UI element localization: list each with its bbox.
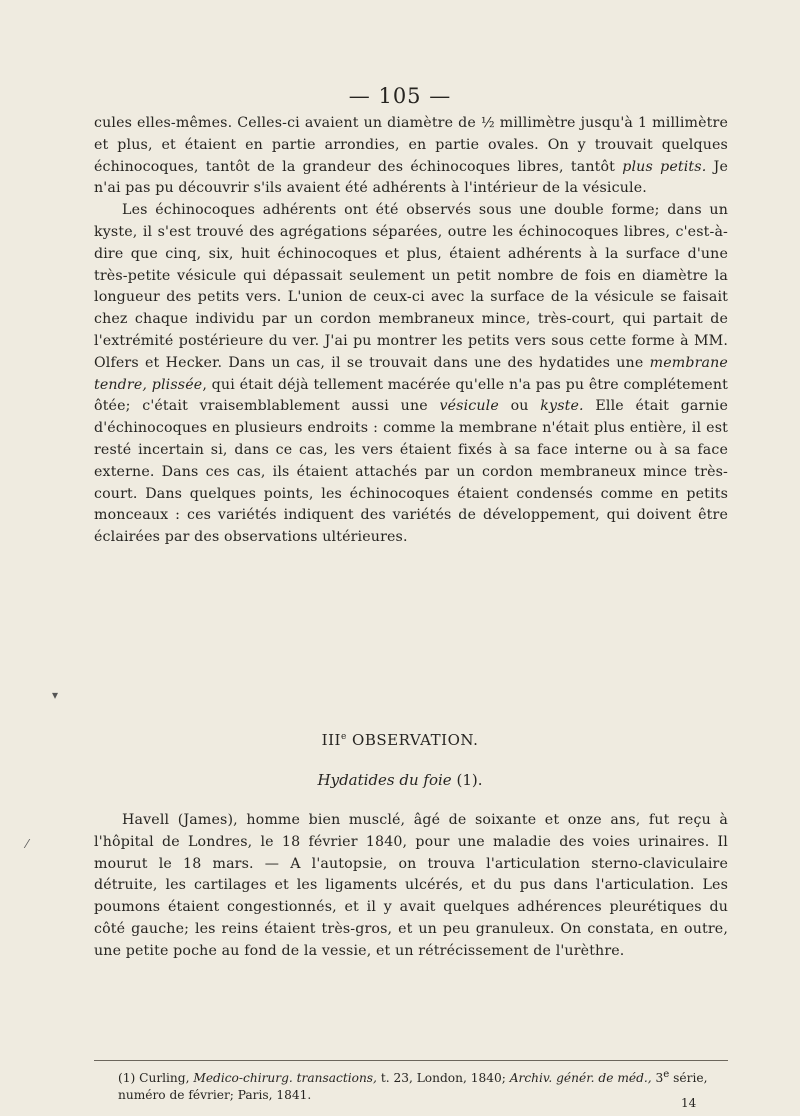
observation-heading: IIIe OBSERVATION. bbox=[321, 731, 479, 749]
paragraph-3: Havell (James), homme bien musclé, âgé de soixante et onze ans, fut reçu à l'hôpital de Londres, le 18 février 1840, pour une maladie des voies urinaires. Il mourut le 18 mars. — A l'autopsie, on trouva l'articulation sterno-claviculaire détruite, les cartilages et les ligaments ulcérés, et du pus dans l'articulation. Les poumons étaient congestionnés, et il y avait quelques adhérences pleurétiques du côté gauche; les reins étaient très-gros, et un peu granuleux. On constata, en outre, une petite poche au fond de la vessie, et un rétrécissement de l'urèthre. bbox=[94, 812, 728, 959]
observation-subtitle: Hydatides du foie (1). bbox=[317, 771, 483, 789]
paragraph-2: Les échinocoques adhérents ont été observés sous une double forme; dans un kyste, il s'est trouvé des agrégations séparées, outre les échinocoques libres, c'est-à-dire que cinq, six, huit échinocoques et plus, étaient adhérents à la surface d'une très-petite vésicule qui dépassait seulement un petit nombre de fois en diamètre la longueur des petits vers. L'union de ceux-ci avec la surface de la vésicule se faisait chez chaque individu par un cordon membraneux mince, très-court, qui partait de l'extrémité postérieure du ver. J'ai pu montrer les petits vers sous cette forme à MM. Olfers et Hecker. Dans un cas, il se trouvait dans une des hydatides une membrane tendre, plissée, qui était déjà tellement macérée qu'elle n'a pas pu être complétement ôtée; c'était vraisemblablement aussi une vésicule ou kyste. Elle était garnie d'échinocoques en plusieurs endroits : comme la membrane n'était plus entière, il est resté incertain si, dans ce cas, les vers étaient fixés à sa face interne ou à sa face externe. Dans ces cas, ils étaient attachés par un cordon membraneux mince très-court. Dans quelques points, les échinocoques étaient condensés comme en petits monceaux : ces variétés indiquent des variétés de développement, qui doivent être éclairées par des observations ultérieures. bbox=[94, 202, 728, 546]
footnote: (1) Curling, Medico-chirurg. transactions, t. 23, London, 1840; Archiv. génér. de méd., 3e série, numéro de février; Paris, 1841. bbox=[118, 1069, 708, 1103]
margin-stroke-icon: ⁄ bbox=[26, 837, 29, 851]
body-text-top bbox=[94, 113, 728, 549]
margin-mark-icon: ▾ bbox=[52, 688, 59, 702]
signature-mark: 14 bbox=[681, 1096, 697, 1110]
page-number: — 105 — bbox=[348, 84, 452, 108]
footnote-rule bbox=[94, 1060, 728, 1061]
paragraph-1: cules elles-mêmes. Celles-ci avaient un diamètre de ½ millimètre jusqu'à 1 millimètre et plus, et étaient en partie arrondies, en partie ovales. On y trouvait quelques échinocoques, tantôt de la grandeur des échinocoques libres, tantôt plus petits. Je n'ai pas pu découvrir s'ils avaient été adhérents à l'intérieur de la vésicule. bbox=[94, 115, 728, 197]
body-text-bottom bbox=[94, 810, 728, 963]
